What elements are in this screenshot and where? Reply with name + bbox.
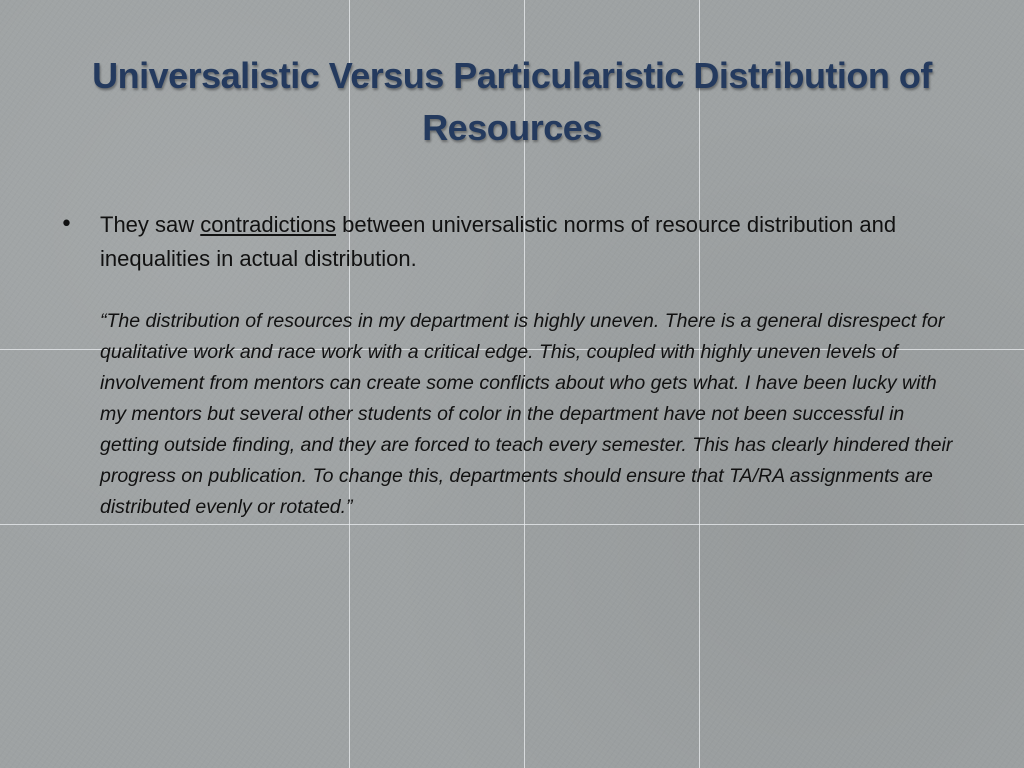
bullet-text-before: They saw [100, 212, 201, 237]
quote-block: “The distribution of resources in my department is highly uneven. There is a general disrespect for qualitative work and race work with a critical edge. This, coupled with highly uneven levels of involvement from mentors can create some conflicts about who gets what. I have been lucky with my mentors but several other students of color in the department have not been successful in getting outside finding, and they are forced to teach every semester. This has clearly hindered their progress on publication. To change this, departments should ensure that TA/RA assignments are distributed evenly or rotated.” [100, 310, 953, 518]
bullet-item [60, 208, 960, 276]
bullet-text [100, 208, 960, 276]
slide-body [60, 208, 960, 543]
bullet-icon: • [60, 212, 73, 237]
slide-title: Universalistic Versus Particularistic Distribution of Resources [92, 55, 932, 148]
bullet-underlined-term: contradictions [200, 212, 337, 237]
bullet-text-after: between universalistic norms of resource distribution and inequalities in actual distribution. [100, 212, 897, 271]
